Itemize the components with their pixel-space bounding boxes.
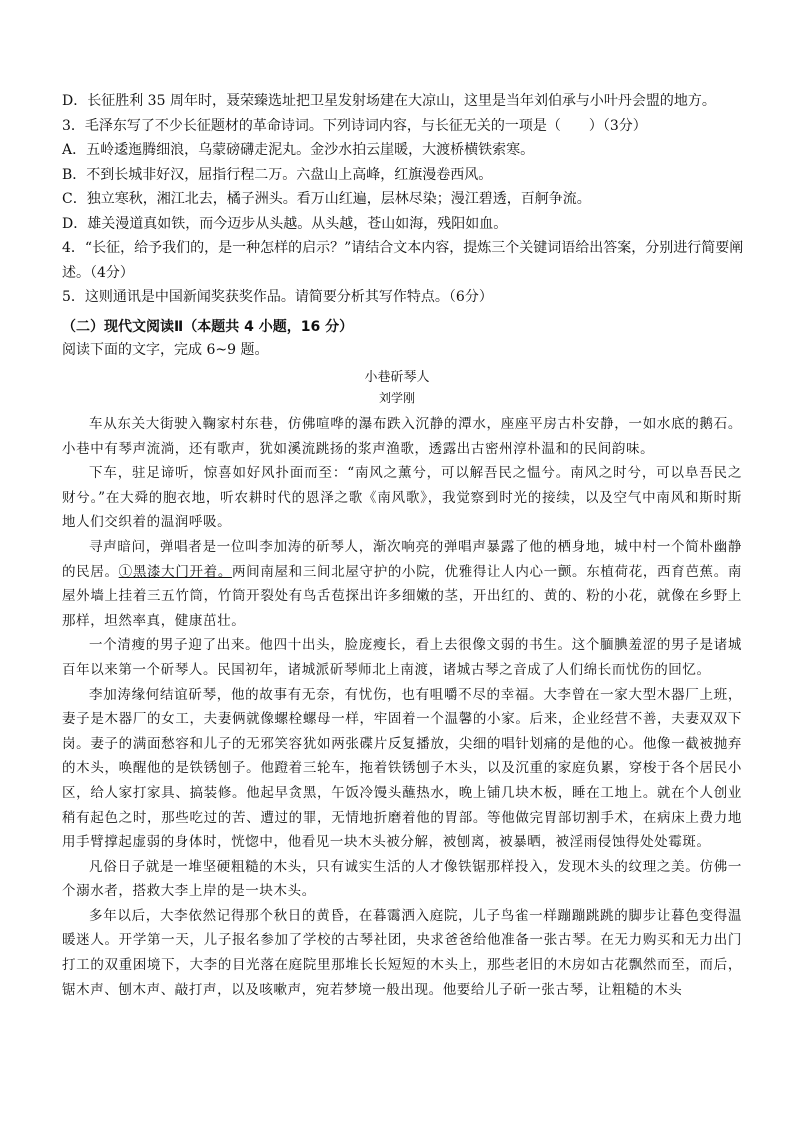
article-author: 刘学刚 [378,391,415,405]
question-5: 5．这则通讯是中国新闻奖获奖作品。请简要分析其写作特点。（6分） [62,289,493,305]
option-d-previous: D．长征胜利 35 周年时，聂荣臻选址把卫星发射场建在大凉山，这里是当年刘伯承与小叶丹会盟的地方。 [62,93,716,109]
article-title: 小巷斫琴人 [364,370,430,385]
option-c: C．独立寒秋，湘江北去，橘子洲头。看万山红遍，层林尽染；漫江碧透，百舸争流。 [62,191,591,207]
section-heading: （二）现代文阅读Ⅱ（本题共 4 小题，16 分） [62,319,354,335]
question-block [62,89,752,310]
article-body [62,412,742,1002]
paragraph: 车从东关大街驶入鞠家村东巷，仿佛喧哗的瀑布跌入沉静的潭水，座座平房古朴安静，一如水底的鹅石。小巷中有琴声流淌，还有歌声，犹如溪流跳扬的浆声渔歌，透露出古密州淳朴温和的民间韵味。 [62,416,742,457]
option-a: A．五岭逶迤腾细浪，乌蒙磅礴走泥丸。金沙水拍云崖暖，大渡桥横铁索寒。 [62,142,535,158]
paragraph: 一个清瘦的男子迎了出来。他四十出头，脸庞瘦长，看上去很像文弱的书生。这个腼腆羞涩的男子是诸城百年以来第一个斫琴人。民国初年，诸城派斫琴师北上南渡，诸城古琴之音成了人们绵长而忧伤的回忆。 [62,637,742,678]
paragraph: 多年以后，大李依然记得那个秋日的黄昏，在暮霭洒入庭院，儿子鸟雀一样蹦蹦跳跳的脚步让暮色变得温暖迷人。开学第一天，儿子报名参加了学校的古琴社团，央求爸爸给他准备一张古琴。在无力购买和无力出门打工的双重困境下，大李的目光落在庭院里那堆长长短短的木头上，那些老旧的木房如古花飘然而至，而后，锯木声、刨木声、敲打声，以及咳嗽声，宛若梦境一般出现。他要给儿子斫一张古琴，让粗糙的木头 [62,907,742,998]
marked-phrase: ①黑漆大门开着。 [118,563,233,580]
paragraph: 凡俗日子就是一堆坚硬粗糙的木头，只有诚实生活的人才像铁锯那样投入，发现木头的纹理之美。仿佛一个溺水者，搭救大李上岸的是一块木头。 [62,858,742,900]
question-3: 3．毛泽东写了不少长征题材的革命诗词。下列诗词内容，与长征无关的一项是（ ）（3分） [62,117,647,134]
option-d: D．雄关漫道真如铁，而今迈步从头越。从头越，苍山如海，残阳如血。 [62,215,508,232]
instruction: 阅读下面的文字，完成 6~9 题。 [62,342,269,358]
paragraph: 李加涛缘何结谊斫琴，他的故事有无奈，有忧伤，也有咀嚼不尽的幸福。大李曾在一家大型木器厂上班，妻子是木器厂的女工，夫妻俩就像螺栓螺母一样，牢固着一个温馨的小家。后来，企业经营不善，夫妻双双下岗。妻子的满面愁容和儿子的无邪笑容犹如两张碟片反复播放，尖细的唱针划痛的是他的心。他像一截被抛弃的木头，唤醒他的是铁锈刨子。他蹬着三轮车，拖着铁锈刨子木头，以及沉重的家庭负累，穿梭于各个居民小区，给人家打家具、搞装修。他起早贪黑，午饭冷馒头蘸热水，晚上铺几块木板，睡在工地上。就在个人创业稍有起色之时，那些吃过的苦、遭过的罪，无情地折磨着他的胃部。等他做完胃部切割手术，在病床上费力地用手臂撑起虚弱的身体时，恍惚中，他看见一块木头被分解，被刨离，被暴晒，被淫雨侵蚀得处处霉斑。 [62,686,742,851]
option-b: B．不到长城非好汉，屈指行程二万。六盘山上高峰，红旗漫卷西风。 [62,166,493,183]
paragraph: 下车，驻足谛听，惊喜如好风扑面而至：“南风之薰兮，可以解吾民之愠兮。南风之时兮，可以阜吾民之财兮。”在大舜的胞衣地，听农耕时代的恩泽之歌《南风歌》，我觉察到时光的接续，以及空气中南风和斯时斯地人们交织着的温润呼吸。 [62,465,742,531]
paragraph-text: 两间南屋和三间北屋守护的小院，优雅得让人内心一颤。东植荷花，西育芭蕉。南屋外墙上挂着三五竹筒，竹筒开裂处有鸟舌苞探出许多细嫩的茎，开出红的、黄的、粉的小花，就像在乡野上那样，坦然率真，健康茁壮。 [62,563,742,629]
paragraph [62,535,742,633]
question-4: 4．“长征，给予我们的，是一种怎样的启示？”请结合文本内容，提炼三个关键词语给出答案，分别进行简要阐述。（4分） [62,240,744,281]
paragraph-text: 寻声暗问，弹唱者是一位叫李加涛的斫琴人，渐次响亮的弹唱声暴露了他的栖身地，城中村一个简朴幽静的民居。 [62,538,742,580]
